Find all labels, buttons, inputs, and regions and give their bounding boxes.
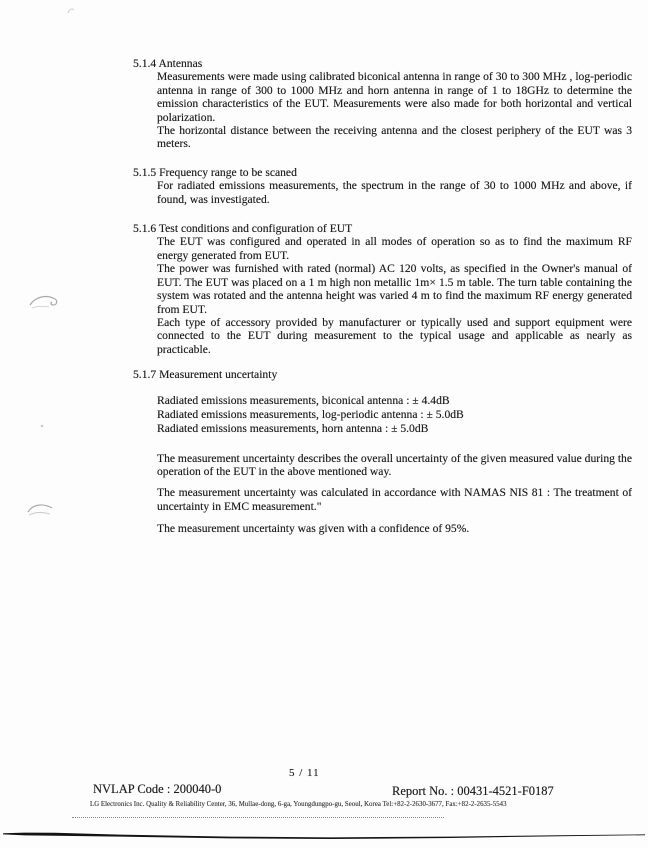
section-heading [133, 222, 632, 235]
paragraph: The measurement uncertainty was given with a confidence of 95%. [157, 522, 470, 536]
stray-mark-top [66, 6, 76, 16]
section-number: 5.1.4 [133, 57, 157, 70]
section-title: Test conditions and configuration of EUT [158, 222, 353, 236]
section-heading [133, 57, 632, 70]
section-number: 5.1.5 [133, 165, 157, 179]
section-heading [133, 368, 632, 381]
handwritten-squiggle-lower [26, 500, 58, 520]
section-title: Antennas [158, 57, 203, 70]
document-body [133, 57, 632, 536]
section-test-conditions [133, 222, 632, 356]
paragraph: The EUT was configured and operated in all modes of operation so as to find the maximum RF energy generated from EUT. [157, 235, 632, 262]
section-antennas [133, 57, 632, 151]
paragraph: For radiated emissions measurements, the spectrum in the range of 30 to 1000 MHz and above, if found, was investigated. [157, 179, 632, 206]
uncertainty-item-biconical: Radiated emissions measurements, biconical antenna : ± 4.4dB [157, 393, 450, 407]
paragraph: The horizontal distance between the receiving antenna and the closest periphery of the EUT was 3 meters. [157, 124, 632, 151]
section-number: 5.1.6 [133, 222, 157, 236]
nvlap-code: NVLAP Code : 200040-0 [93, 782, 222, 796]
scan-edge-line [0, 828, 648, 844]
section-number: 5.1.7 [133, 368, 157, 382]
section-body [157, 70, 632, 150]
paragraph: The measurement uncertainty describes the overall uncertainty of the given measured value during the operation of the EUT in the above mentioned way. [157, 451, 632, 478]
report-number: Report No. : 00431-4521-F0187 [392, 784, 554, 798]
paragraph: Each type of accessory provided by manufacturer or typically used and support equipment were connected to the EUT during measurement to the typical usage and applicable as nearly as practicable. [157, 315, 632, 356]
paragraph: The measurement uncertainty was calculated in accordance with NAMAS NIS 81 : The treatment of uncertainty in EMC measurement." [157, 486, 632, 513]
uncertainty-item-horn: Radiated emissions measurements, horn antenna : ± 5.0dB [157, 421, 429, 435]
section-body [157, 452, 632, 536]
page-number: 5 / 11 [289, 767, 320, 779]
section-frequency-range [133, 166, 632, 206]
section-title: Measurement uncertainty [159, 368, 278, 382]
paragraph: The power was furnished with rated (normal) AC 120 volts, as specified in the Owner's manual of EUT. The EUT was placed on a 1 m high non metallic 1m× 1.5 m table. The turn table containing the system was rotated and the antenna height was varied 4 m to find the maximum RF energy generated from EUT. [157, 262, 632, 316]
company-address-line: LG Electronics Inc. Quality & Reliability Center, 36, Mullae-dong, 6-ga, Youngdungpo-gu, Seoul, Korea Tel:+82-2-2630-3677, Fax:+82-2-2635-5543 [90, 801, 507, 808]
section-measurement-uncertainty [133, 368, 632, 535]
section-title: Frequency range to be scaned [159, 165, 297, 179]
paragraph: Measurements were made using calibrated biconical antenna in range of 30 to 300 MHz , log-periodic antenna in range of 300 to 1000 MHz and horn antenna in range of 1 to 18GHz to determine the emission characteristics of the EUT. Measurements were also made for both horizontal and vertical polarization. [157, 70, 632, 124]
section-body [157, 179, 632, 206]
stray-dot [38, 422, 46, 430]
handwritten-squiggle-upper [28, 292, 64, 314]
uncertainty-list [157, 394, 632, 436]
section-heading [133, 166, 632, 179]
section-body [157, 235, 632, 356]
uncertainty-item-log-periodic: Radiated emissions measurements, log-periodic antenna : ± 5.0dB [157, 407, 464, 421]
footer-dotted-rule [72, 817, 444, 818]
